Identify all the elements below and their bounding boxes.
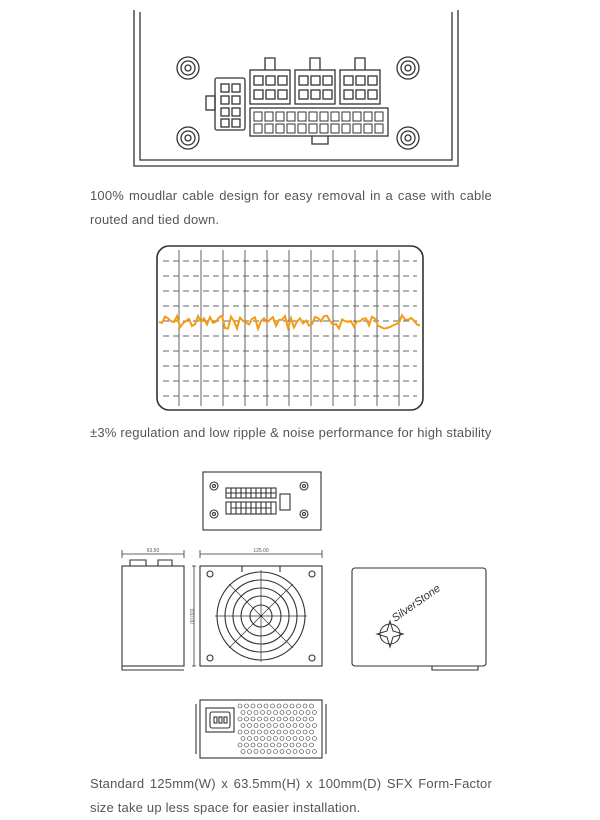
grill-hole (245, 743, 249, 747)
grill-hole (238, 743, 242, 747)
atx-connector-pins (254, 112, 383, 133)
grill-hole (290, 717, 294, 721)
grill-hole (313, 724, 317, 728)
grill-hole (306, 737, 310, 741)
grill-hole (297, 730, 301, 734)
silverstone-star-icon (377, 621, 403, 647)
grill-hole (287, 750, 291, 754)
grill-hole (280, 711, 284, 715)
grill-hole (241, 711, 245, 715)
side-view (122, 550, 184, 670)
grill-hole (280, 737, 284, 741)
fan-view (192, 550, 322, 666)
grill-hole (264, 717, 268, 721)
grill-hole (284, 743, 288, 747)
grill-hole (245, 717, 249, 721)
caption-regulation: ±3% regulation and low ripple & noise performance for high stability (90, 425, 492, 440)
grill-hole (277, 730, 281, 734)
small-modular-panel (203, 472, 321, 530)
label-view (352, 568, 486, 670)
grill-hole (258, 704, 262, 708)
grill-hole (261, 724, 265, 728)
grill-hole (277, 704, 281, 708)
grill-hole (280, 724, 284, 728)
grill-hole (300, 724, 304, 728)
grill-hole (310, 704, 314, 708)
grill-hole (277, 743, 281, 747)
grill-hole (274, 750, 278, 754)
grill-hole (254, 724, 258, 728)
grill-hole (290, 743, 294, 747)
grill-hole (293, 711, 297, 715)
pcie-connector-pins (254, 76, 377, 99)
screw-top-right (397, 57, 419, 79)
grill-hole (313, 750, 317, 754)
grill-hole (300, 737, 304, 741)
grill-hole (248, 711, 252, 715)
dim-width-label: 125.00 (253, 548, 269, 554)
rear-grill-view (196, 700, 326, 758)
caption-form-factor: Standard 125mm(W) x 63.5mm(H) x 100mm(D) SFX Form-Factor size take up less space for easier installation. (90, 776, 492, 815)
grill-hole (306, 711, 310, 715)
grill-hole (261, 737, 265, 741)
grill-hole (310, 717, 314, 721)
cpu-connector-pins (221, 84, 240, 127)
grill-hole (303, 704, 307, 708)
grill-hole (238, 704, 242, 708)
grill-hole (313, 737, 317, 741)
grill-hole (245, 730, 249, 734)
grill-hole (258, 717, 262, 721)
grill-hole (297, 743, 301, 747)
grill-hole (297, 704, 301, 708)
grill-hole (274, 711, 278, 715)
grill-hole (264, 730, 268, 734)
sfx-dimension-drawing (110, 468, 490, 768)
grill-hole (251, 743, 255, 747)
grill-hole (300, 711, 304, 715)
grill-hole (254, 750, 258, 754)
grill-hole (293, 737, 297, 741)
grill-hole (293, 750, 297, 754)
screw-top-left (177, 57, 199, 79)
grill-hole (238, 717, 242, 721)
grill-hole (293, 724, 297, 728)
grill-hole (274, 737, 278, 741)
grill-hole (267, 724, 271, 728)
grill-hole (267, 750, 271, 754)
ripple-noise-oscilloscope (155, 244, 425, 412)
grill-hole (248, 737, 252, 741)
grill-hole (287, 711, 291, 715)
grill-hole (290, 730, 294, 734)
grill-hole (258, 730, 262, 734)
grill-hole (313, 711, 317, 715)
grill-hole (264, 704, 268, 708)
grill-hole (241, 737, 245, 741)
grill-hole (306, 724, 310, 728)
grill-hole (245, 704, 249, 708)
grill-hole (303, 717, 307, 721)
grill-hole (303, 730, 307, 734)
grill-hole (271, 717, 275, 721)
grill-hole (274, 724, 278, 728)
grill-hole (261, 750, 265, 754)
grill-hole (264, 743, 268, 747)
grill-hole (251, 730, 255, 734)
grill-hole (241, 750, 245, 754)
grill-hole (248, 750, 252, 754)
grill-hole (284, 704, 288, 708)
grill-hole (267, 711, 271, 715)
grill-hole (303, 743, 307, 747)
grill-hole (297, 717, 301, 721)
grill-hole (287, 737, 291, 741)
grill-hole (284, 730, 288, 734)
brand-logo-text: SilverStone (389, 582, 443, 625)
grill-hole (267, 737, 271, 741)
grill-hole (238, 730, 242, 734)
grill-hole (251, 704, 255, 708)
grill-hole (277, 717, 281, 721)
grill-hole (287, 724, 291, 728)
screw-bottom-left (177, 127, 199, 149)
grill-hole (306, 750, 310, 754)
grill-hole (254, 711, 258, 715)
grill-hole (271, 743, 275, 747)
grill-hole (254, 737, 258, 741)
grill-hole (251, 717, 255, 721)
grill-hole (241, 724, 245, 728)
grill-hole (258, 743, 262, 747)
dim-depth-label: 63.50 (146, 548, 160, 554)
screw-bottom-right (397, 127, 419, 149)
caption-modular: 100% moudlar cable design for easy removal in a case with cable routed and tied down. (90, 188, 492, 227)
grill-hole (284, 717, 288, 721)
grill-hole (310, 730, 314, 734)
modular-panel-drawing (132, 8, 462, 172)
grill-hole (271, 704, 275, 708)
grill-hole (261, 711, 265, 715)
grill-hole (280, 750, 284, 754)
grill-hole (290, 704, 294, 708)
grill-hole (248, 724, 252, 728)
grill-hole (271, 730, 275, 734)
grill-hole (310, 743, 314, 747)
grill-hole (300, 750, 304, 754)
dim-height-label: 100.00 (188, 608, 194, 624)
